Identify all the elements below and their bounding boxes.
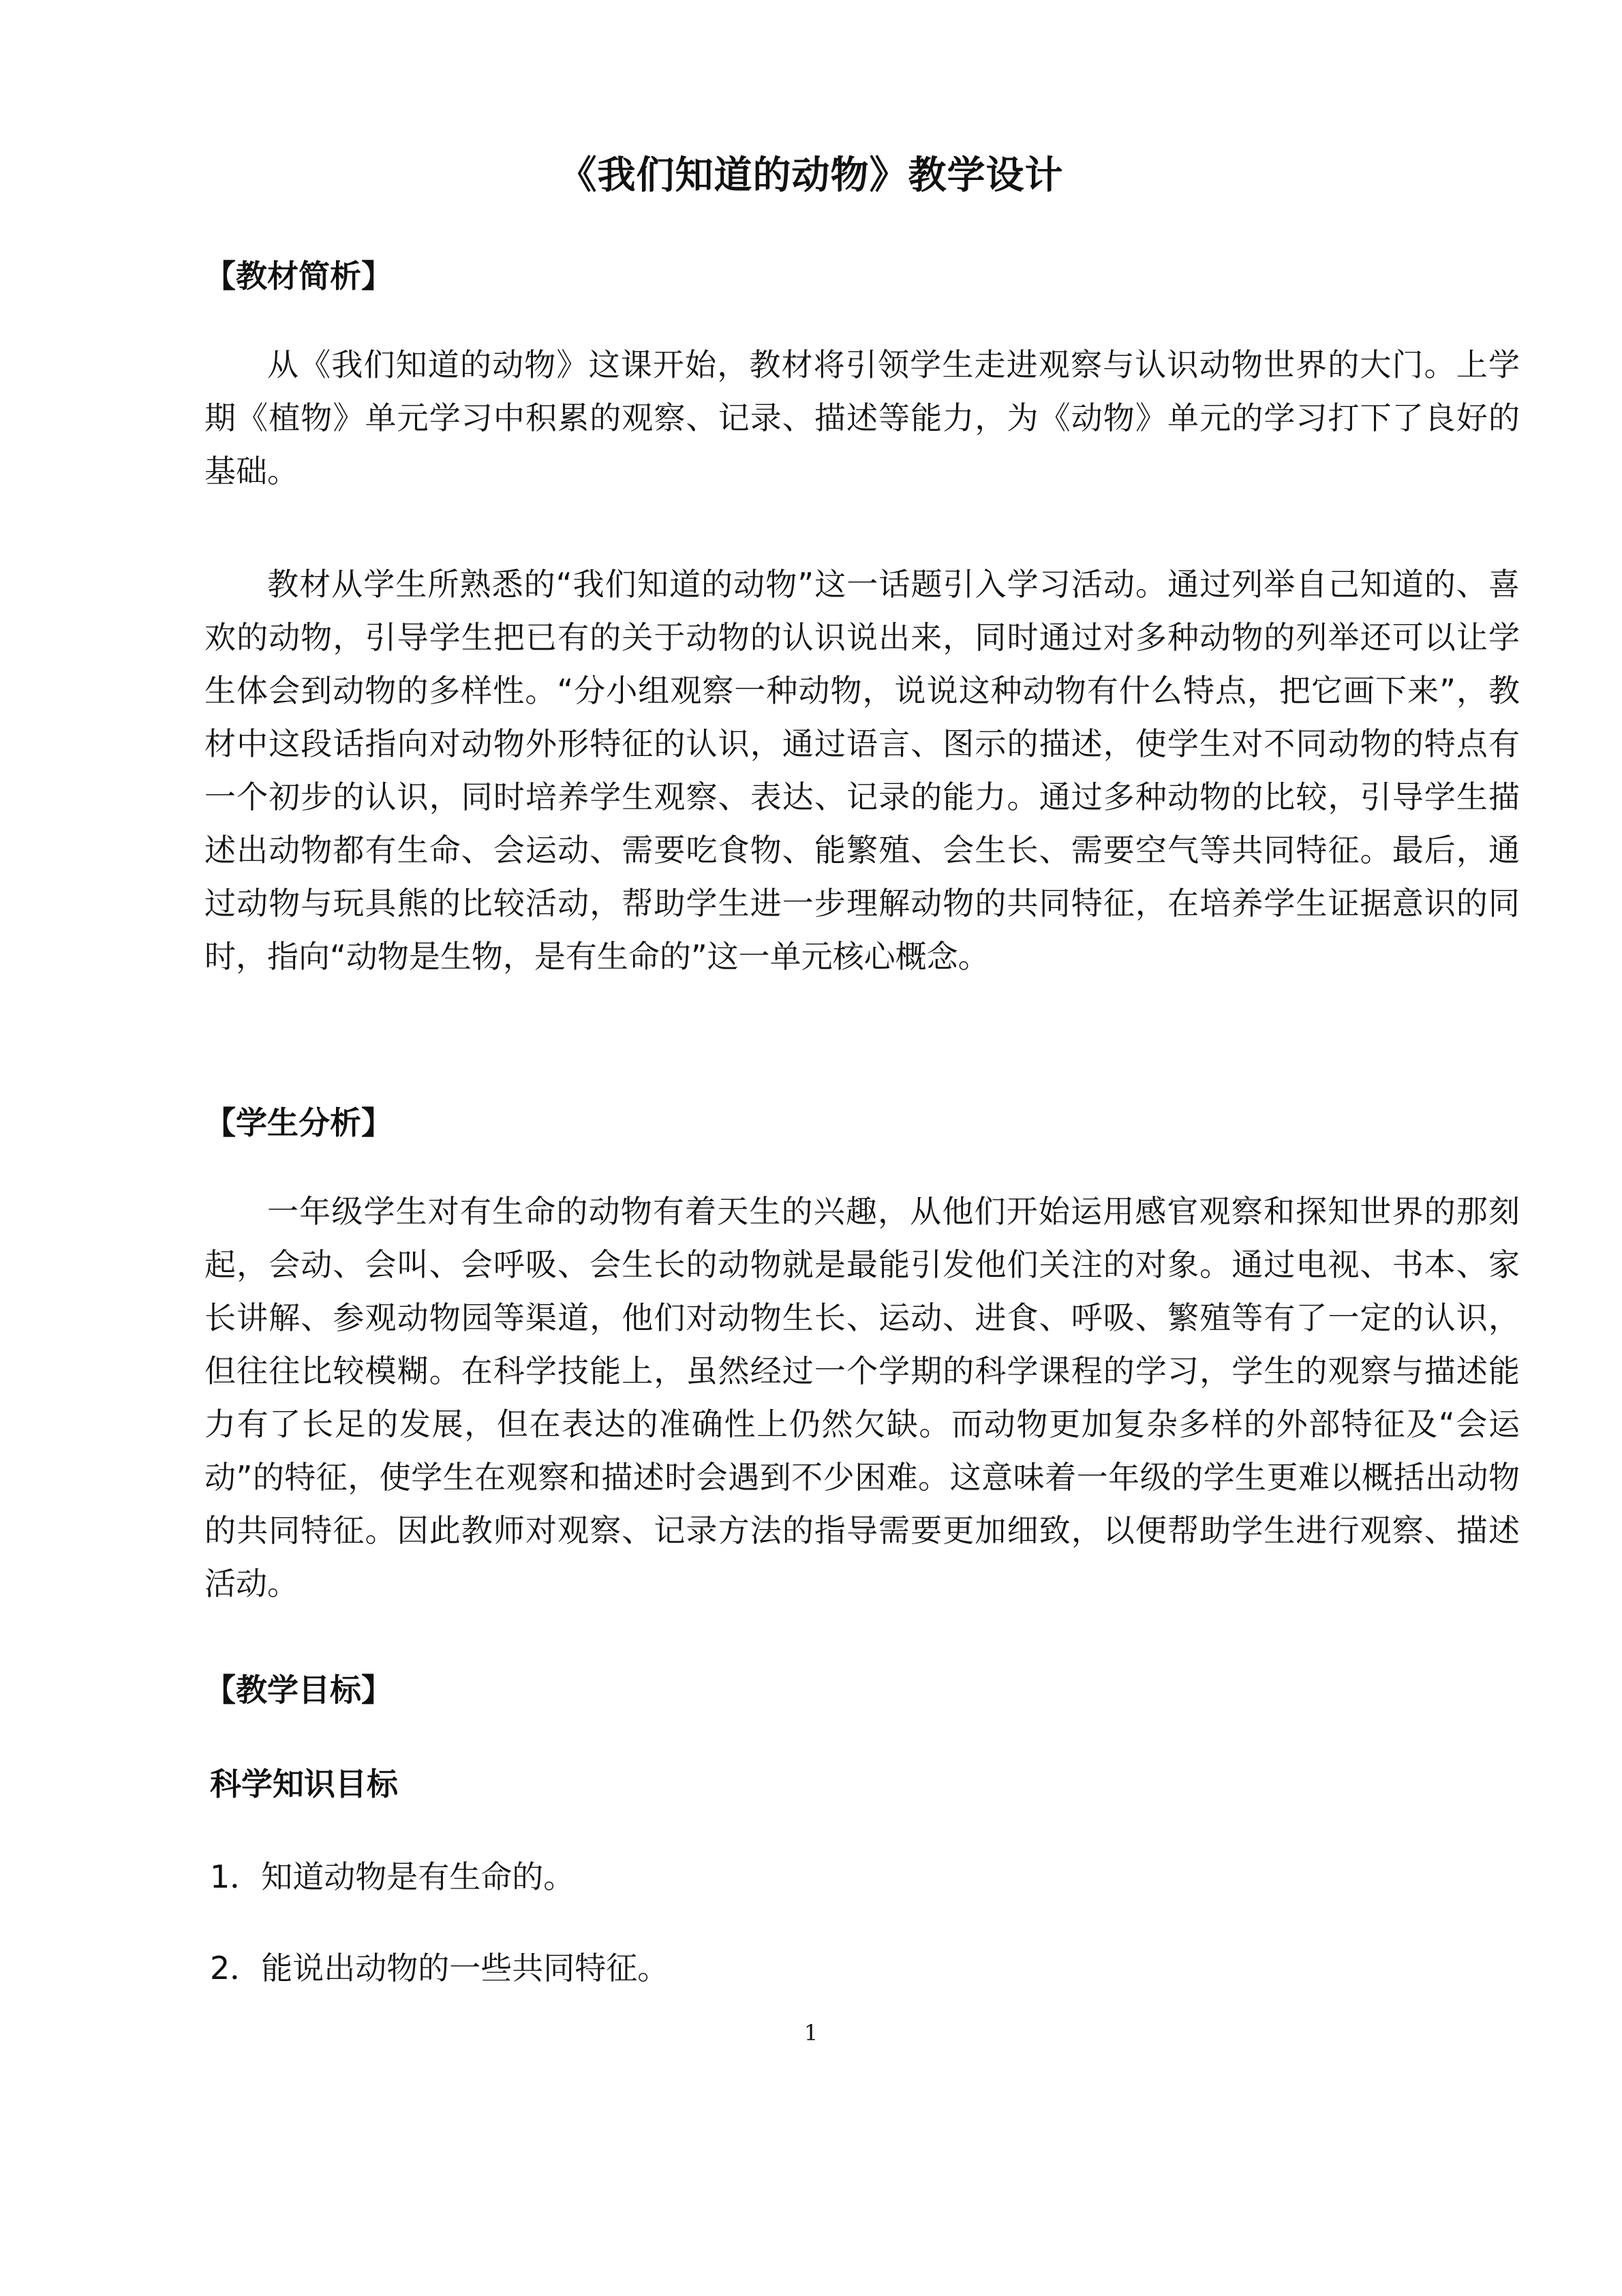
paragraph-students-1: 一年级学生对有生命的动物有着天生的兴趣，从他们开始运用感官观察和探知世界的那刻起，会动、会叫、会呼吸、会生长的动物就是最能引发他们关注的对象。通过电视、书本、家长讲解、参观动物园等渠道，他们对动物生长、运动、进食、呼吸、繁殖等有了一定的认识，但往往比较模糊。在科学技能上，虽然经过一个学期的科学课程的学习，学生的观察与描述能力有了长足的发展，但在表达的准确性上仍然欠缺。而动物更加复杂多样的外部特征及“会运动”的特征，使学生在观察和描述时会遇到不少困难。这意味着一年级的学生更难以概括出动物的共同特征。因此教师对观察、记录方法的指导需要更加细致，以便帮助学生进行观察、描述活动。 xyxy=(204,1193,1520,1602)
goal-item-2: 2．能说出动物的一些共同特征。 xyxy=(210,1950,669,1987)
paragraph-materials-1: 从《我们知道的动物》这课开始，教材将引领学生走进观察与认识动物世界的大门。上学期《植物》单元学习中积累的观察、记录、描述等能力，为《动物》单元的学习打下了良好的基础。 xyxy=(204,346,1520,489)
goal-item-1: 1．知道动物是有生命的。 xyxy=(210,1858,575,1895)
section-heading-students: 【学生分析】 xyxy=(204,1104,393,1141)
section-heading-goals: 【教学目标】 xyxy=(204,1672,393,1708)
page-number: 1 xyxy=(804,2020,818,2046)
subheading-knowledge-goals: 科学知识目标 xyxy=(210,1766,398,1802)
document-title: 《我们知道的动物》教学设计 xyxy=(558,153,1064,198)
section-heading-materials: 【教材简析】 xyxy=(204,258,393,294)
paragraph-materials-2: 教材从学生所熟悉的“我们知道的动物”这一话题引入学习活动。通过列举自己知道的、喜欢的动物，引导学生把已有的关于动物的认识说出来，同时通过对多种动物的列举还可以让学生体会到动物的多样性。“分小组观察一种动物，说说这种动物有什么特点，把它画下来”，教材中这段话指向对动物外形特征的认识，通过语言、图示的描述，使学生对不同动物的特点有一个初步的认识，同时培养学生观察、表达、记录的能力。通过多种动物的比较，引导学生描述出动物都有生命、会运动、需要吃食物、能繁殖、会生长、需要空气等共同特征。最后，通过动物与玩具熊的比较活动，帮助学生进一步理解动物的共同特征，在培养学生证据意识的同时，指向“动物是生物，是有生命的”这一单元核心概念。 xyxy=(204,566,1520,975)
